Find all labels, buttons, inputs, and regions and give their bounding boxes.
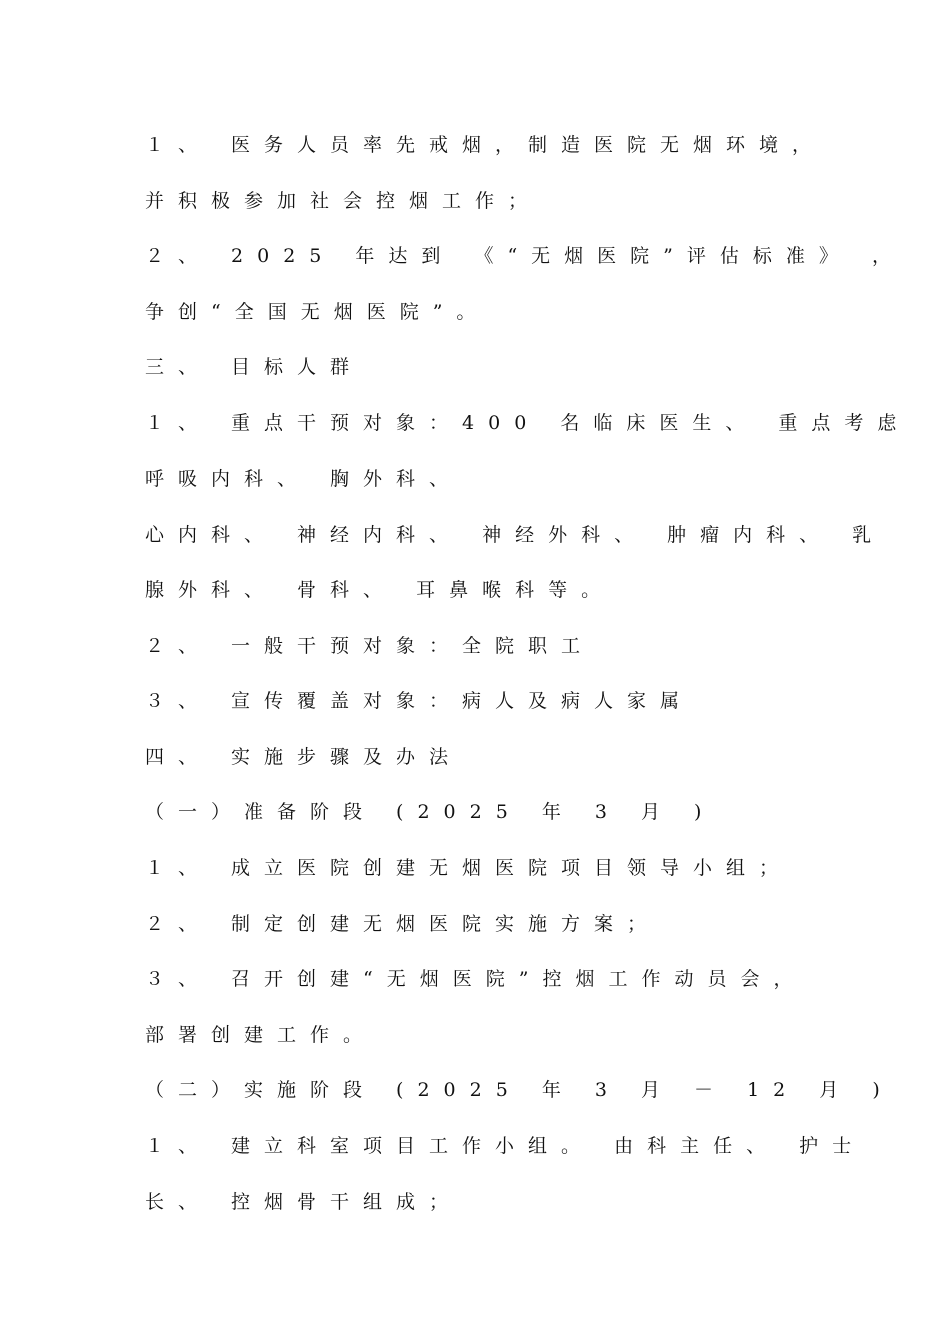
text-line: ２、 一般干预对象：全院职工 — [145, 635, 595, 657]
text-line: 争创“全国无烟医院”。 — [145, 301, 490, 323]
text-line: 并积极参加社会控烟工作； — [145, 190, 542, 212]
text-line: １、 建立科室项目工作小组。 由科主任、 护士 — [145, 1135, 866, 1157]
section-heading: 四、 实施步骤及办法 — [145, 746, 463, 768]
text-line: 心内科、 神经内科、 神经外科、 肿瘤内科、 乳 — [145, 524, 886, 546]
text-line: 呼吸内科、 胸外科、 — [145, 468, 463, 490]
text-line: ３、 召开创建“无烟医院”控烟工作动员会， — [145, 968, 807, 990]
section-heading: 三、 目标人群 — [145, 356, 364, 378]
text-line: 长、 控烟骨干组成； — [145, 1191, 463, 1213]
text-line: ２、 2025 年达到 《“无烟医院”评估标准》 ， — [145, 245, 905, 267]
text-line: １、 成立医院创建无烟医院项目领导小组； — [145, 857, 793, 879]
text-line: ２、 制定创建无烟医院实施方案； — [145, 913, 661, 935]
subsection-heading: （二）实施阶段 (2025 年 3 月 － 12 月 ) — [145, 1079, 894, 1101]
subsection-heading: （一）准备阶段 (2025 年 3 月 ) — [145, 801, 716, 823]
text-line: 腺外科、 骨科、 耳鼻喉科等。 — [145, 579, 615, 601]
text-line: １、 医务人员率先戒烟，制造医院无烟环境， — [145, 134, 826, 156]
text-line: 部署创建工作。 — [145, 1024, 377, 1046]
text-line: １、 重点干预对象：400 名临床医生、 重点考虑 — [145, 412, 911, 434]
text-line: ３、 宣传覆盖对象：病人及病人家属 — [145, 690, 694, 712]
